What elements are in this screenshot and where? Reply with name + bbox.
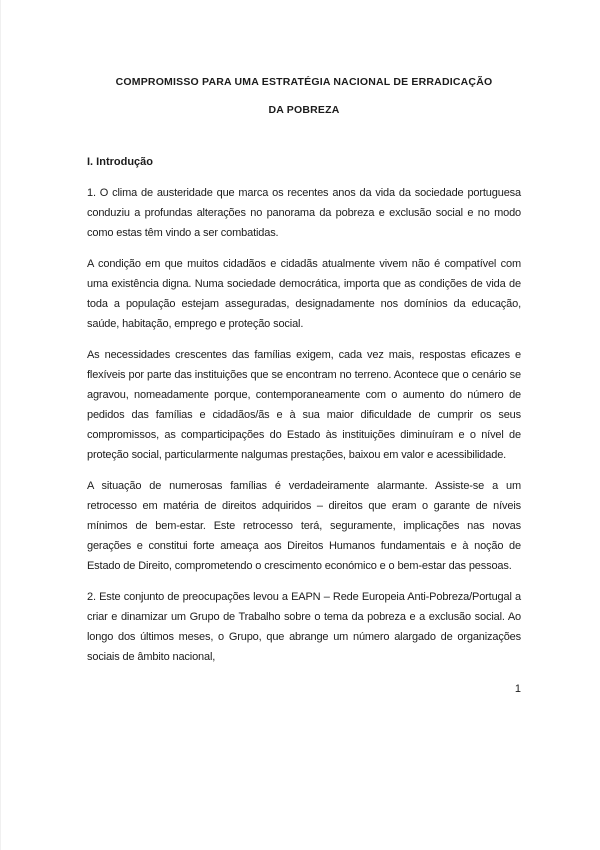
page-number: 1	[514, 683, 521, 695]
page-content	[87, 0, 521, 699]
document-title-line-2: DA POBREZA	[268, 104, 340, 116]
body-paragraph-1: 1. O clima de austeridade que marca os recentes anos da vida da sociedade portuguesa conduziu a profundas alterações no panorama da pobreza e exclusão social e no modo como estas têm vindo a ser combatidas.	[87, 187, 521, 239]
body-paragraph-5: 2. Este conjunto de preocupações levou a EAPN – Rede Europeia Anti-Pobreza/Portugal a criar e dinamizar um Grupo de Trabalho sobre o tema da pobreza e a exclusão social. Ao longo dos últimos meses, o Grupo, que abrange um número alargado de organizações sociais de âmbito nacional,	[87, 591, 521, 663]
body-paragraph-3: As necessidades crescentes das famílias exigem, cada vez mais, respostas eficazes e flexíveis por parte das instituições que se encontram no terreno. Acontece que o cenário se agravou, nomeadamente porque, contemporaneamente com o aumento do número de pedidos das famílias e cidadãos/ãs e à sua maior dificuldade de cumprir os seus compromissos, as comparticipações do Estado às instituições diminuíram e o nível de proteção social, particularmente nalgumas prestações, baixou em valor e acessibilidade.	[87, 349, 521, 461]
body-paragraph-2: A condição em que muitos cidadãos e cidadãs atualmente vivem não é compatível com uma existência digna. Numa sociedade democrática, importa que as condições de vida de toda a população estejam asseguradas, designadamente nos domínios da educação, saúde, habitação, emprego e proteção social.	[87, 258, 521, 330]
document-title	[87, 68, 521, 124]
document-title-line-1: COMPROMISSO PARA UMA ESTRATÉGIA NACIONAL DE ERRADICAÇÃO	[115, 76, 493, 88]
body-paragraph-4: A situação de numerosas famílias é verdadeiramente alarmante. Assiste-se a um retrocesso em matéria de direitos adquiridos – direitos que eram o garante de níveis mínimos de bem-estar. Este retrocesso terá, seguramente, implicações nas novas gerações e constitui forte ameaça aos Direitos Humanos fundamentais e à noção de Estado de Direito, comprometendo o crescimento económico e o bem-estar das pessoas.	[87, 480, 521, 572]
page-footer	[87, 679, 521, 699]
section-heading-introducao: I. Introdução	[87, 156, 153, 168]
